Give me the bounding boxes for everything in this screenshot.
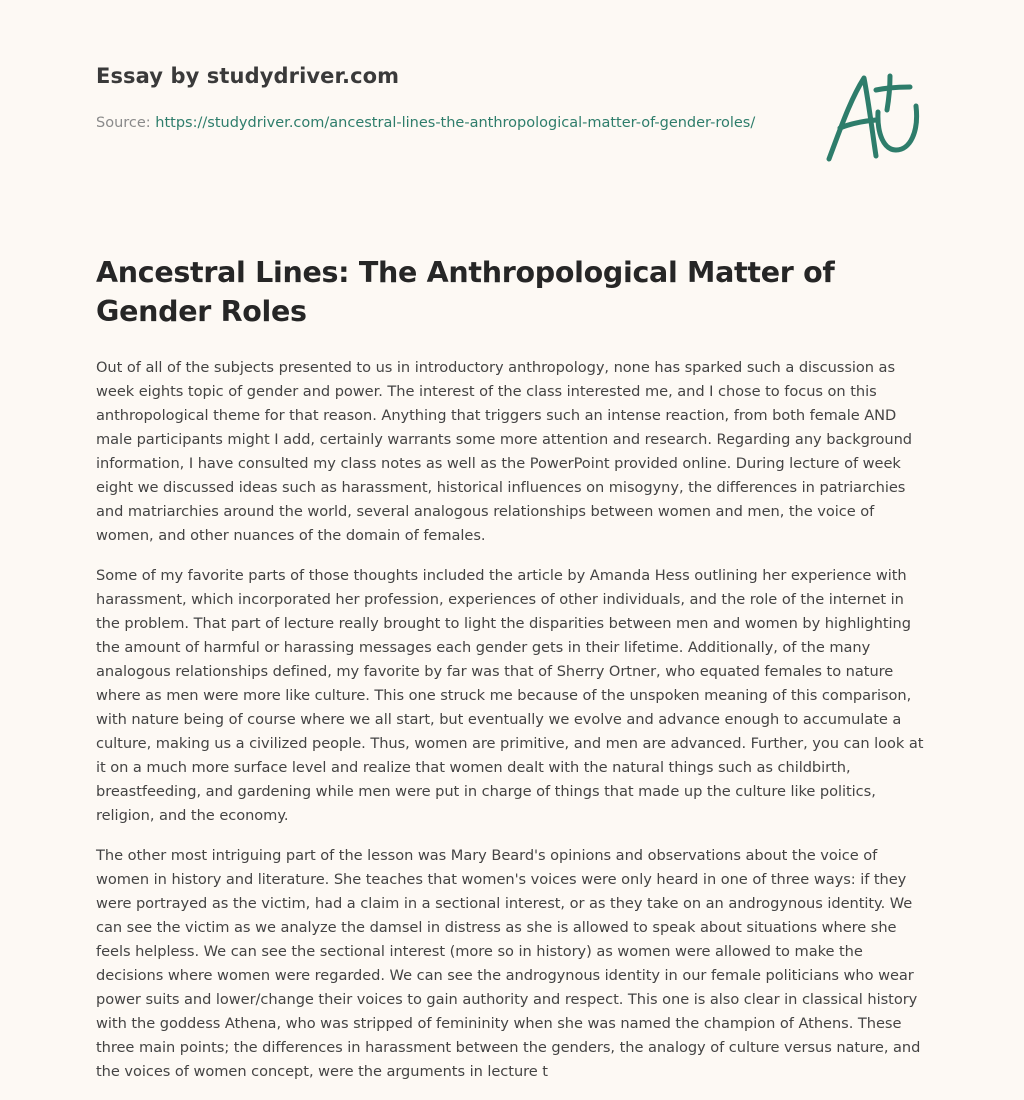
essay-paragraph: Some of my favorite parts of those thoughts included the article by Amanda Hess outlining her experience with harassment, which incorporated her profession, experiences of other individuals, and the role of the internet in the problem. That part of lecture really brought to light the disparities between men and women by highlighting the amount of harmful or harassing messages each gender gets in their lifetime. Additionally, of the many analogous relationships defined, my favorite by far was that of Sherry Ortner, who equated females to nature where as men were more like culture. This one struck me because of the unspoken meaning of this comparison, with nature being of course where we all start, but eventually we evolve and advance enough to accumulate a culture, making us a civilized people. Thus, women are primitive, and men are advanced. Further, you can look at it on a much more surface level and realize that women dealt with the natural things such as childbirth, breastfeeding, and gardening while men were put in charge of things that made up the culture like politics, religion, and the economy. (96, 567, 924, 824)
a-plus-logo-icon (820, 70, 930, 166)
source-link[interactable]: https://studydriver.com/ancestral-lines-the-anthropological-matter-of-gender-roles/ (155, 115, 756, 131)
essay-paragraph: The other most intriguing part of the lesson was Mary Beard's opinions and observations about the voice of women in history and literature. She teaches that women's voices were only heard in one of three ways: if they were portrayed as the victim, had a claim in a sectional interest, or as they take on an androgynous identity. We can see the victim as we analyze the damsel in distress as she is allowed to speak about situations where she feels helpless. We can see the sectional interest (more so in history) as women were allowed to make the decisions where women were regarded. We can see the androgynous identity in our female politicians who wear power suits and lower/change their voices to gain authority and respect. This one is also clear in classical history with the goddess Athena, who was stripped of femininity when she was named the champion of Athens. These three main points; the differences in harassment between the genders, the analogy of culture versus nature, and the voices of women concept, were the arguments in lecture t (96, 847, 921, 1080)
essay-body (96, 356, 928, 1100)
source-label: Source: (96, 115, 151, 131)
source-line (96, 112, 756, 134)
site-title: Essay by studydriver.com (96, 64, 400, 88)
essay-paragraph: Out of all of the subjects presented to us in introductory anthropology, none has sparked such a discussion as week eights topic of gender and power. The interest of the class interested me, and I chose to focus on this anthropological theme for that reason. Anything that triggers such an intense reaction, from both female AND male participants might I add, certainly warrants some more attention and research. Regarding any background information, I have consulted my class notes as well as the PowerPoint provided online. During lecture of week eight we discussed ideas such as harassment, historical influences on misogyny, the differences in patriarchies and matriarchies around the world, several analogous relationships between women and men, the voice of women, and other nuances of the domain of females. (96, 359, 913, 544)
essay-title: Ancestral Lines: The Anthropological Matter of Gender Roles (96, 256, 835, 328)
